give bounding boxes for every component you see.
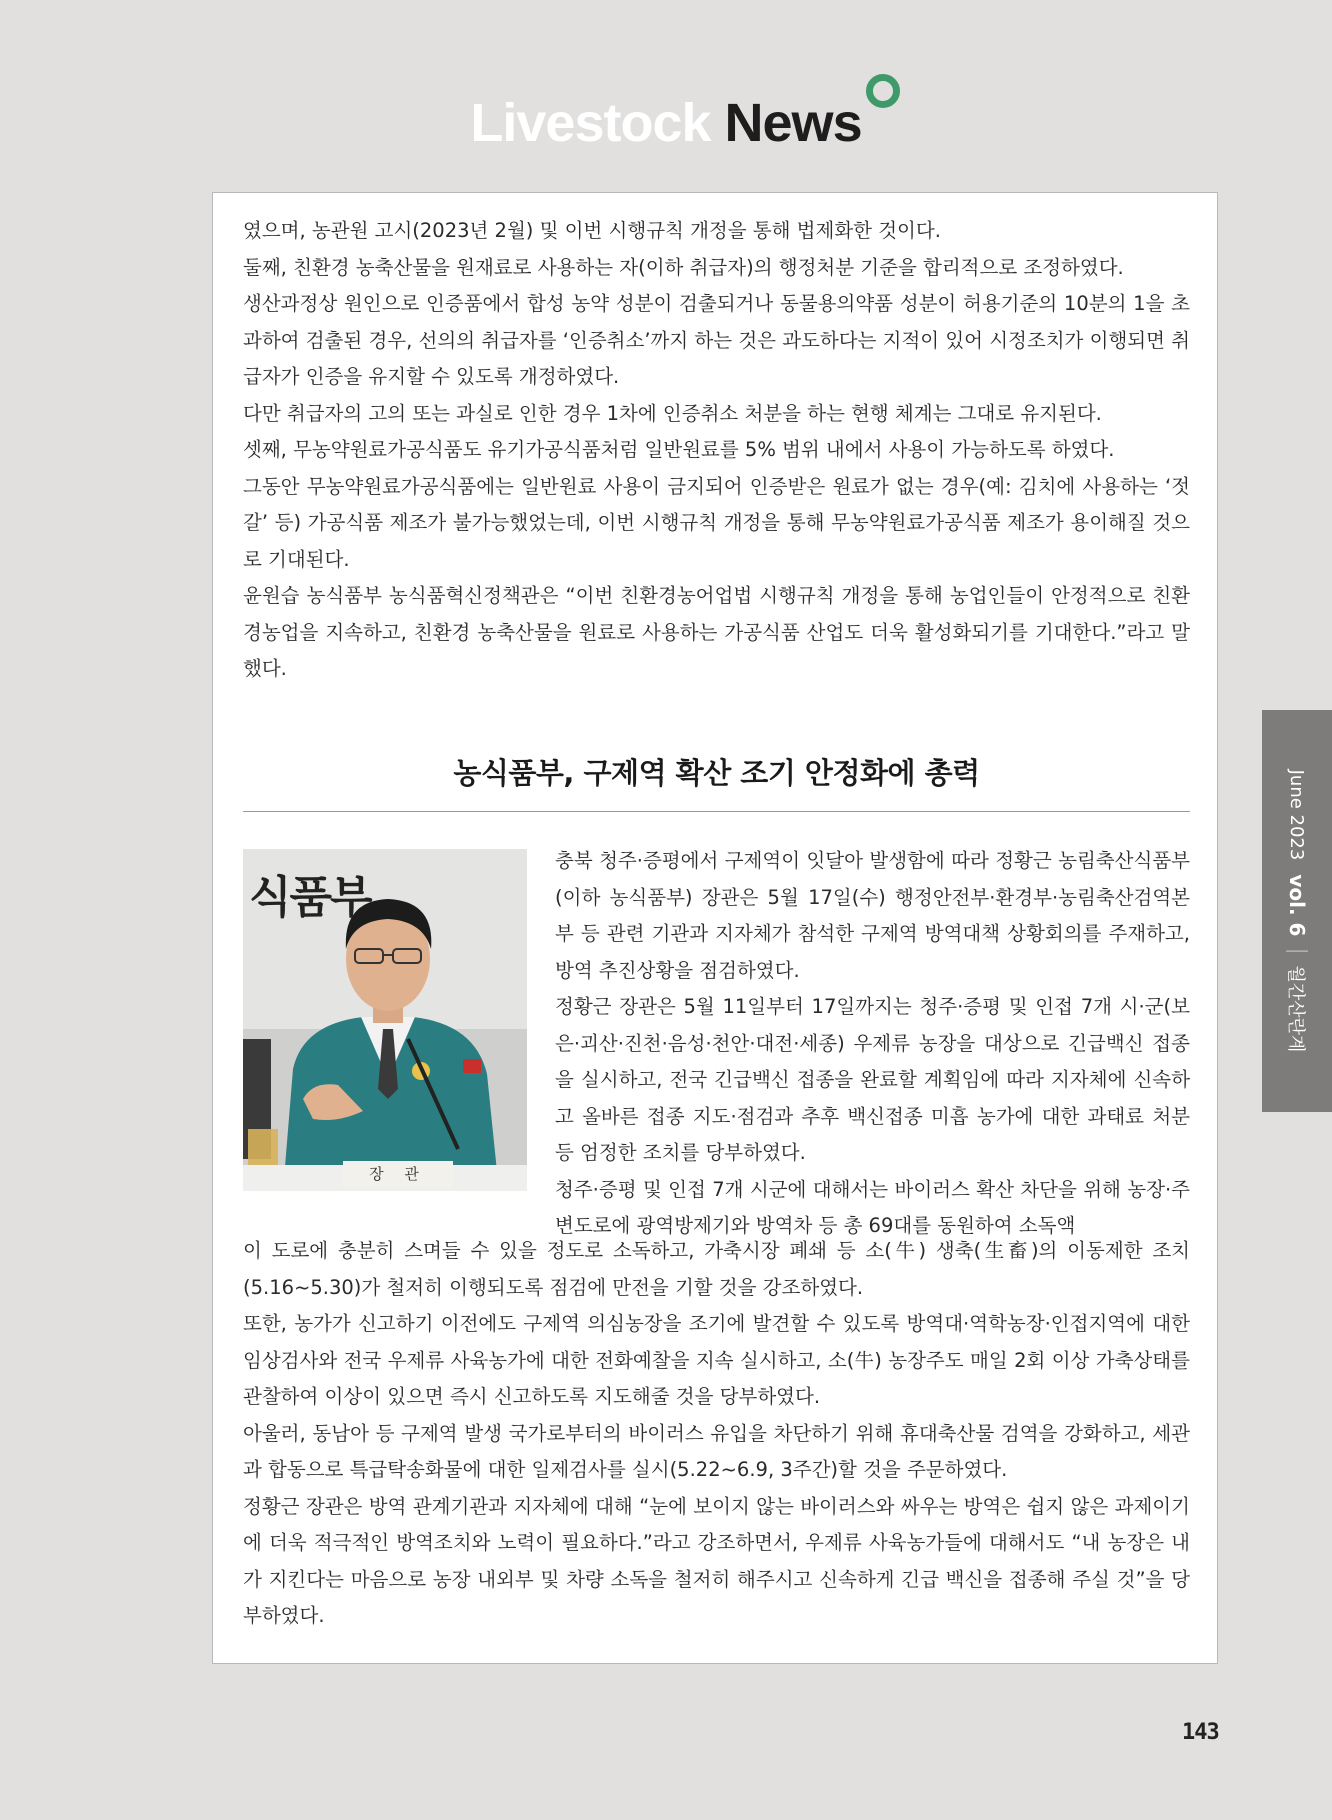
publication-name: 월간산란계 — [1285, 965, 1306, 1053]
paragraph: 충북 청주·증평에서 구제역이 잇달아 발생함에 따라 정황근 농림축산식품부(이하 농식품부) 장관은 5월 17일(수) 행정안전부·환경부·농림축산검역본부 등 관련 기관과 지자체가 참석한 구제역 방역대책 상황회의를 주재하고, 방역 추진상황을 점검하였다. — [555, 849, 1190, 982]
paragraph: 윤원습 농식품부 농식품혁신정책관은 “이번 친환경농어업법 시행규칙 개정을 통해 농업인들이 안정적으로 친환경농업을 지속하고, 친환경 농축산물을 원료로 사용하는 가공식품 산업도 더욱 활성화되기를 기대한다.”라고 말했다. — [243, 584, 1190, 680]
photo-background-sign: 식품부 — [249, 872, 371, 923]
article-body — [243, 1233, 1190, 1635]
paragraph: 다만 취급자의 고의 또는 과실로 인한 경우 1차에 인증취소 처분을 하는 현행 체계는 그대로 유지된다. — [243, 401, 1102, 425]
paragraph: 셋째, 무농약원료가공식품도 유기가공식품처럼 일반원료를 5% 범위 내에서 사용이 가능하도록 하였다. — [243, 438, 1115, 461]
masthead-word-news — [725, 93, 862, 153]
masthead-logo — [0, 92, 1332, 154]
paragraph: 생산과정상 원인으로 인증품에서 합성 농약 성분이 검출되거나 동물용의약품 성분이 허용기준의 10분의 1을 초과하여 검출된 경우, 선의의 취급자를 ‘인증취소’까지 하는 것은 과도하다는 지적이 있어 시정조치가 이행되면 취급자가 인증을 유지할 수 있도록 개정하였다. — [243, 292, 1190, 388]
paragraph: 였으며, 농관원 고시(2023년 2월) 및 이번 시행규칙 개정을 통해 법제화한 것이다. — [243, 219, 941, 242]
paragraph: 정황근 장관은 방역 관계기관과 지자체에 대해 “눈에 보이지 않는 바이러스와 싸우는 방역은 쉽지 않은 과제이기에 더욱 적극적인 방역조치와 노력이 필요하다.”라고 강조하면서, 우제류 사육농가들에 대해서도 “내 농장은 내가 지킨다는 마음으로 농장 내외부 및 차량 소독을 철저히 해주시고 신속하게 긴급 백신을 접종해 주실 것”을 당부하였다. — [243, 1494, 1190, 1627]
tab-separator — [1286, 950, 1308, 951]
paragraph: 정황근 장관은 5월 11일부터 17일까지는 청주·증평 및 인접 7개 시·군(보은·괴산·진천·음성·천안·대전·세종) 우제류 농장을 대상으로 긴급백신 접종을 실시하고, 전국 긴급백신 접종을 완료할 계획임에 따라 지자체에 신속하고 올바른 접종 지도·점검과 추후 백신접종 미흡 농가에 대한 과태료 처분 등 엄정한 조치를 당부하였다. — [555, 995, 1190, 1164]
ring-icon — [866, 74, 900, 108]
photo-nameplate: 장 관 — [343, 1161, 453, 1187]
article-headline: 농식품부, 구제역 확산 조기 안정화에 총력 — [453, 756, 980, 790]
paragraph: 청주·증평 및 인접 7개 시군에 대해서는 바이러스 확산 차단을 위해 농장·주변도로에 광역방제기와 방역차 등 총 69대를 동원하여 소독액 — [555, 1177, 1190, 1237]
minister-photo — [243, 849, 527, 1191]
previous-article-continuation — [243, 213, 1190, 688]
masthead-word-livestock: Livestock — [470, 93, 711, 153]
issue-date: June 2023 — [1286, 769, 1308, 861]
paragraph: 둘째, 친환경 농축산물을 원재료로 사용하는 자(이하 취급자)의 행정처분 기준을 합리적으로 조정하였다. — [243, 255, 1124, 279]
paragraph: 또한, 농가가 신고하기 이전에도 구제역 의심농장을 조기에 발견할 수 있도록 방역대·역학농장·인접지역에 대한 임상검사와 전국 우제류 사육농가에 대한 전화예찰을 지속 실시하고, 소(牛) 농장주도 매일 2회 이상 가축상태를 관찰하여 이상이 있으면 즉시 신고하도록 지도해줄 것을 당부하였다. — [243, 1312, 1190, 1408]
side-tab-content — [1284, 770, 1310, 1053]
paragraph: 이 도로에 충분히 스며들 수 있을 정도로 소독하고, 가축시장 폐쇄 등 소(牛) 생축(生畜)의 이동제한 조치(5.16~5.30)가 철저히 이행되도록 점검에 만전을 기할 것을 강조하였다. — [243, 1239, 1190, 1299]
issue-side-tab — [1262, 710, 1332, 1112]
issue-volume: vol. 6 — [1285, 874, 1309, 937]
headline-divider — [243, 811, 1190, 812]
masthead-news-label: News — [724, 93, 862, 153]
paragraph: 그동안 무농약원료가공식품에는 일반원료 사용이 금지되어 인증받은 원료가 없는 경우(예: 김치에 사용하는 ‘젓갈’ 등) 가공식품 제조가 불가능했었는데, 이번 시행규칙 개정을 통해 무농약원료가공식품 제조가 용이해질 것으로 기대된다. — [243, 474, 1190, 571]
paragraph: 아울러, 동남아 등 구제역 발생 국가로부터의 바이러스 유입을 차단하기 위해 휴대축산물 검역을 강화하고, 세관과 합동으로 특급탁송화물에 대한 일제검사를 실시(5.22~6.9, 3주간)할 것을 주문하였다. — [243, 1421, 1190, 1481]
article-body-wrapped — [555, 843, 1190, 1245]
page-number: 143 — [1182, 1720, 1219, 1745]
article-panel — [212, 192, 1218, 1664]
